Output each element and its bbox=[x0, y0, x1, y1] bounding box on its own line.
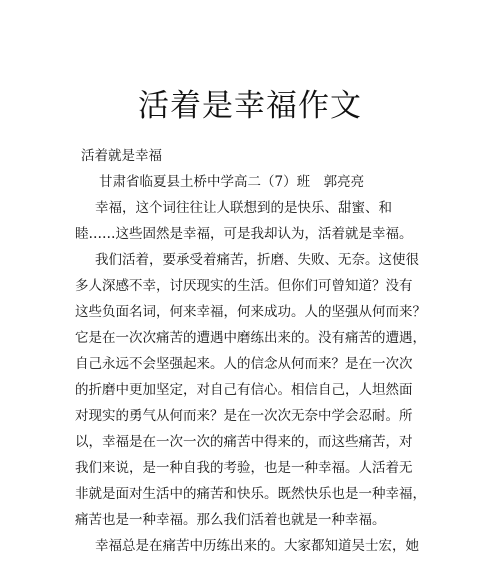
paragraph-line: 非就是面对生活中的痛苦和快乐。既然快乐也是一种幸福， bbox=[75, 486, 426, 502]
paragraph-line: 自己永远不会坚强起来。人的信念从何而来？是在一次次 bbox=[75, 356, 413, 372]
essay-body bbox=[75, 143, 435, 559]
paragraph-line: 对现实的勇气从何而来？是在一次次无奈中学会忍耐。所 bbox=[75, 408, 413, 424]
essay-subtitle: 活着就是幸福 bbox=[81, 148, 162, 164]
paragraph-line: 我们来说，是一种自我的考验，也是一种幸福。人活着无 bbox=[75, 460, 413, 476]
paragraph-line: 幸福总是在痛苦中历练出来的。大家都知道吴士宏，她 bbox=[95, 538, 419, 554]
paragraph-line: 这些负面名词，何来幸福，何来成功。人的坚强从何而来？ bbox=[75, 304, 426, 320]
paragraph-line: 以，幸福是在一次一次的痛苦中得来的，而这些痛苦，对 bbox=[75, 434, 413, 450]
essay-author: 甘肃省临夏县土桥中学高二（7）班 郭亮亮 bbox=[99, 174, 365, 190]
paragraph-line: 我们活着，要承受着痛苦，折磨、失败、无奈。这使很 bbox=[95, 252, 419, 268]
paragraph-line: 幸福，这个词往往让人联想到的是快乐、甜蜜、和 bbox=[95, 200, 392, 216]
paragraph-line: 它是在一次次痛苦的遭遇中磨练出来的。没有痛苦的遭遇， bbox=[75, 330, 426, 346]
paragraph-line: 痛苦也是一种幸福。那么我们活着也就是一种幸福。 bbox=[75, 512, 386, 528]
document-title: 活着是幸福作文 bbox=[138, 88, 362, 124]
paragraph-line: 多人深感不幸，讨厌现实的生活。但你们可曾知道？没有 bbox=[75, 278, 413, 294]
paragraph-line: 睦……这些固然是幸福，可是我却认为，活着就是幸福。 bbox=[75, 226, 413, 242]
paragraph-line: 的折磨中更加坚定，对自己有信心。相信自己，人坦然面 bbox=[75, 382, 413, 398]
